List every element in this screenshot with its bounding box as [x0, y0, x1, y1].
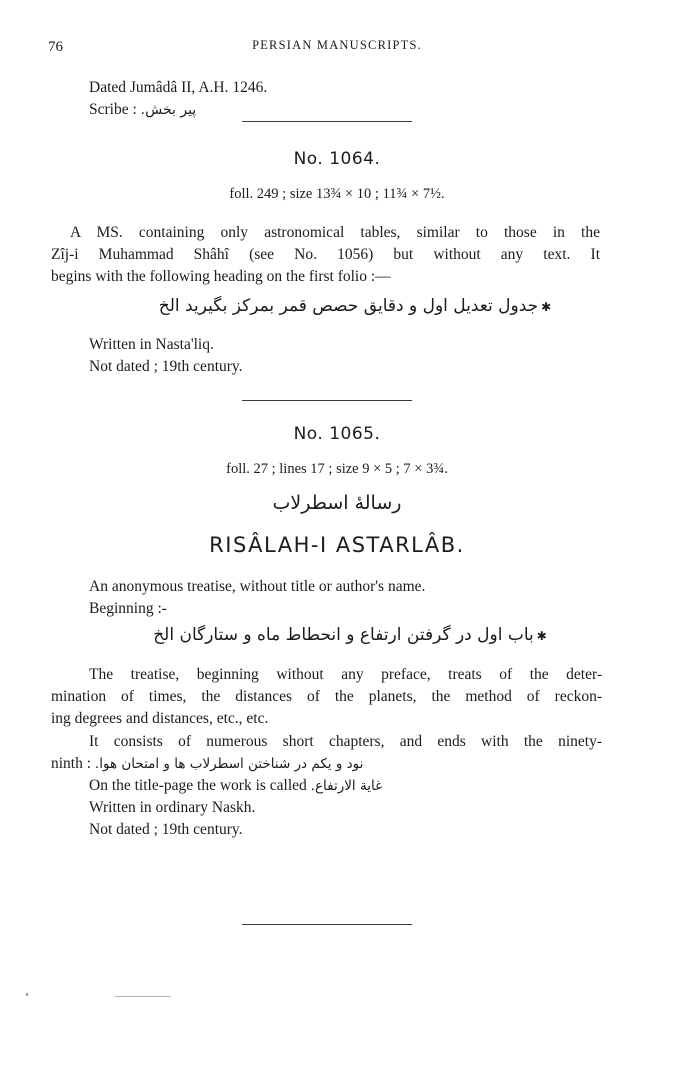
entry-1064-date: Not dated ; 19th century.	[89, 358, 243, 375]
divider-entry-1065	[242, 400, 412, 401]
ninth-arabic: نود و یکم در شناختن اسطرلاب ها و امتحان هوا.	[94, 756, 364, 772]
entry-1065-ninth-line	[51, 753, 363, 775]
scan-speck	[26, 993, 28, 996]
previous-entry-date: Dated Jumâdâ II, A.H. 1246.	[89, 79, 268, 96]
title-page-arabic: غایة الارتفاع.	[310, 778, 383, 794]
entry-1065-title-arabic-line	[0, 492, 674, 514]
entry-1065-title-page-line	[89, 775, 382, 797]
running-title: PERSIAN MANUSCRIPTS.	[252, 38, 422, 52]
entry-1064-description-line-1: A MS. containing only astronomical tables, similar to those in the	[70, 224, 600, 241]
previous-entry-scribe	[89, 99, 196, 121]
page-number: 76	[48, 39, 63, 55]
entry-1065-date: Not dated ; 19th century.	[89, 821, 243, 838]
scribe-name: پیر بخش.	[140, 102, 197, 118]
entry-1064-collation: foll. 249 ; size 13¾ × 10 ; 11¾ × 7½.	[229, 186, 445, 202]
title-page-label: On the title-page the work is called	[89, 777, 307, 794]
entry-1065-title-arabic: رسالهٔ اسطرلاب	[272, 492, 402, 514]
entry-1064-description-line-3: begins with the following heading on the first folio :—	[51, 268, 391, 285]
entry-1065-title: RISÂLAH-I ASTARLÂB.	[209, 533, 465, 557]
entry-1064-description-line-2: Zîj-i Muhammad Shâhî (see No. 1056) but without any text. It	[51, 246, 600, 263]
entry-1065-consists-line: It consists of numerous short chapters, and ends with the ninety-	[89, 733, 602, 750]
divider-end	[242, 924, 412, 925]
entry-1064-heading-arabic: جدول تعدیل اول و دقایق حصص قمر بمرکز بگیرید الخ	[158, 296, 539, 316]
entry-1065-collation: foll. 27 ; lines 17 ; size 9 × 5 ; 7 × 3¾.	[226, 461, 448, 477]
scan-mark	[115, 996, 171, 997]
divider-short	[242, 121, 412, 122]
entry-1065-script: Written in ordinary Naskh.	[89, 799, 256, 816]
entry-1065-intro-line-1: An anonymous treatise, without title or author's name.	[89, 578, 426, 595]
entry-1065-beginning: باب اول در گرفتن ارتفاع و انحطاط ماه و ستارگان الخ ✱	[153, 625, 547, 645]
entry-1064-script: Written in Nasta'liq.	[89, 336, 214, 353]
entry-1065-intro-line-2: Beginning :-	[89, 600, 167, 617]
entry-1064-heading: جدول تعدیل اول و دقایق حصص قمر بمرکز بگیرید الخ ✱	[158, 296, 552, 316]
scribe-label: Scribe :	[89, 101, 137, 118]
entry-1065-treatise-line-1: The treatise, beginning without any preface, treats of the deter-	[89, 666, 602, 683]
entry-1064-number: No. 1064.	[293, 149, 381, 169]
ninth-label: ninth :	[51, 755, 92, 772]
entry-1065-number: No. 1065.	[293, 424, 381, 444]
entry-1065-beginning-arabic: باب اول در گرفتن ارتفاع و انحطاط ماه و ستارگان الخ	[153, 625, 534, 645]
entry-1065-treatise-line-3: ing degrees and distances, etc., etc.	[51, 710, 269, 727]
entry-1065-treatise-line-2: mination of times, the distances of the planets, the method of reckon-	[51, 688, 602, 705]
